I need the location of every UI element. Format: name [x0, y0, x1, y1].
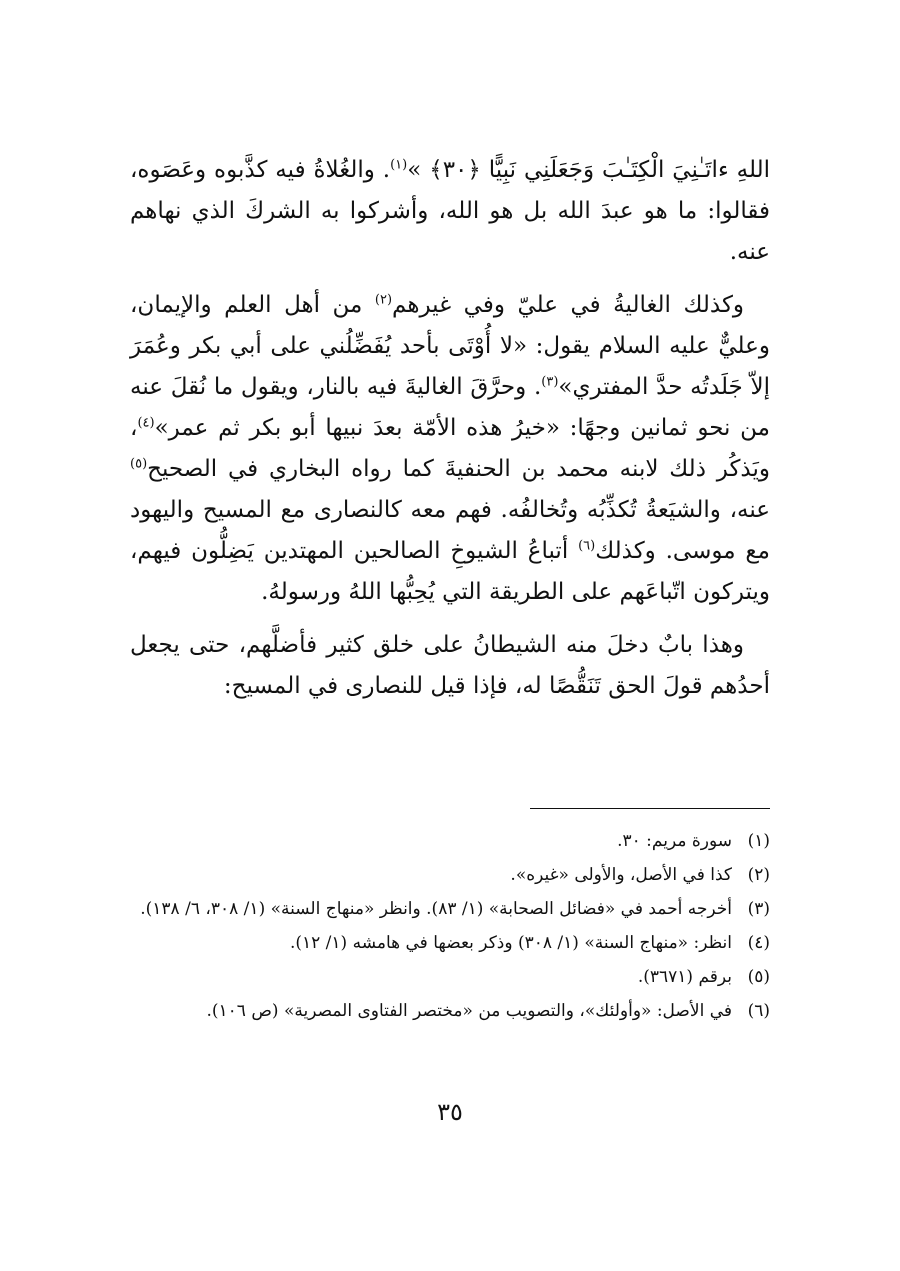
footnote-ref-5: (٥) [130, 456, 148, 472]
main-text [130, 150, 770, 707]
footnote-5 [130, 962, 770, 992]
paragraph-2-segment: أتباعُ الشيوخِ الصالحين المهتدين يَضِلُّون فيهم، ويتركون اتّباعَهم على الطريقة التي يُحِبُّها اللهُ ورسولهُ. [130, 538, 770, 605]
footnote-ref-1: (١) [390, 157, 408, 173]
paragraph-1 [130, 150, 770, 273]
paragraph-3-text: وهذا بابٌ دخلَ منه الشيطانُ على خلق كثير فأضلَّهم، حتى يجعل أحدُهم قولَ الحق تَنَقُّصًا له، فإذا قيل للنصارى في المسيح: [130, 632, 770, 699]
paragraph-2-segment: . وحرَّقَ الغاليةَ فيه بالنار، ويقول ما نُقلَ عنه من نحو ثمانين وجهًا: «خيرُ هذه الأمّة بعدَ نبيها أبو بكر ثم عمر» [130, 374, 770, 441]
page-number: ٣٥ [437, 1098, 463, 1126]
footnote-number: (٣) [747, 899, 770, 919]
footnote-ref-2: (٢) [374, 292, 393, 308]
footnote-3 [130, 894, 770, 924]
footnote-number: (١) [747, 831, 770, 851]
footnote-ref-6: (٦) [578, 538, 596, 554]
footnote-2 [130, 860, 770, 890]
footnote-1 [130, 826, 770, 856]
footnote-text: أخرجه أحمد في «فضائل الصحابة» (١/ ٨٣). وانظر «منهاج السنة» (١/ ٣٠٨، ٦/ ١٣٨). [140, 899, 732, 919]
footnote-separator [530, 808, 770, 809]
paragraph-2-segment: عنه، والشيَعةُ تُكذِّبُه وتُخالفُه. فهم معه كالنصارى مع المسيح واليهود مع موسى. وكذلك [130, 497, 770, 564]
footnote-text: سورة مريم: ٣٠. [617, 831, 732, 851]
footnote-number: (٢) [747, 865, 770, 885]
paragraph-3 [130, 625, 770, 707]
footnote-4 [130, 928, 770, 958]
paragraph-1-quran-text: اللهِ ءاتَـٰنِيَ الْكِتَـٰبَ وَجَعَلَنِي نَبِيًّا ﴿٣٠﴾ » [407, 157, 771, 183]
footnote-text: في الأصل: «وأولئك»، والتصويب من «مختصر الفتاوى المصرية» (ص ١٠٦). [206, 1001, 732, 1021]
footnote-6 [130, 996, 770, 1026]
paragraph-2-segment: وكذلك الغاليةُ في عليّ وفي غيرهم [392, 292, 744, 318]
footnote-number: (٥) [747, 967, 770, 987]
paragraph-2 [130, 285, 770, 613]
footnote-ref-4: (٤) [137, 415, 155, 431]
paragraph-2-segment: من أهل العلم والإيمان، وعليٌّ عليه السلام يقول: «لا أُوْتَى بأحد يُفَضِّلُني على أبي بكر وعُمَرَ إلاّ جَلَدتُه حدَّ المفتري» [130, 292, 770, 400]
footnote-number: (٦) [747, 1001, 770, 1021]
footnote-ref-3: (٣) [541, 374, 559, 390]
paragraph-1-text: . والغُلاةُ فيه كذَّبوه وعَصَوه، فقالوا: ما هو عبدَ الله بل هو الله، وأشركوا به الشركَ الذي نهاهم عنه. [130, 157, 770, 265]
footnote-text: انظر: «منهاج السنة» (١/ ٣٠٨) وذكر بعضها في هامشه (١/ ١٢). [289, 933, 732, 953]
footnote-text: برقم (٣٦٧١). [637, 967, 732, 987]
footnotes [130, 826, 770, 1030]
footnote-number: (٤) [747, 933, 770, 953]
footnote-text: كذا في الأصل، والأولى «غيره». [510, 865, 732, 885]
paragraph-2-segment: ، ويَذكُر ذلك لابنه محمد بن الحنفيةَ كما رواه البخاري في الصحيح [130, 415, 770, 482]
